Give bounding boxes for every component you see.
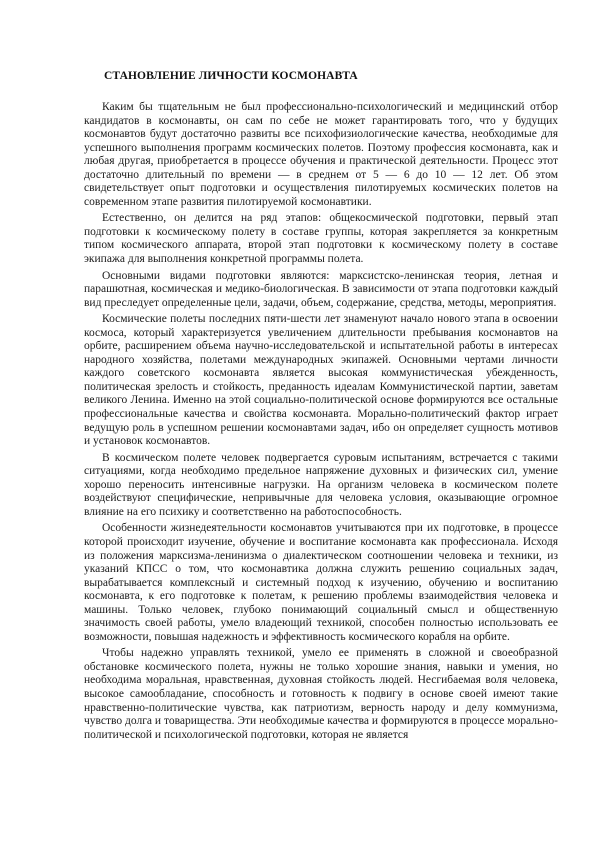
paragraph: Особенности жизнедеятельности космонавтов учитываются при их подготовке, в процессе которой происходит изучение, обучение и воспитание космонавта как профессионала. Исходя из положения марксизма-ленинизма о диалектическом соотношении человека и техники, из указаний КПСС о том, что космонавтика должна служить решению социальных задач, вырабатывается комплексный и системный подход к изучению, обучению и воспитанию космонавта, к его подготовке к полетам, к решению проблемы взаимодействия человека и машины. Только человек, глубоко понимающий социальный смысл и общественную значимость своей работы, умело владеющий техникой, способен полностью использовать ее возможности, повышая надежность и эффективность космического корабля на орбите. [84, 522, 558, 643]
paragraph: Космические полеты последних пяти-шести лет знаменуют начало нового этапа в освоении космоса, который характеризуется увеличением длительности пребывания космонавтов на орбите, расширением объема научно-исследовательской и испытательной работы в интересах народного хозяйства, полетами международных экипажей. Основными чертами личности каждого советского космонавта является высокая коммунистическая убежденность, политическая зрелость и стойкость, преданность идеалам Коммунистической партии, заветам великого Ленина. Именно на этой социально-политической основе формируются все остальные профессиональные качества и свойства космонавта. Морально-политический фактор играет ведущую роль в успешном решении космонавтами задач, ибо он определяет сущность мотивов и установок космонавтов. [84, 313, 558, 448]
paragraph: Каким бы тщательным не был профессионально-психологический и медицинский отбор кандидатов в космонавты, он сам по себе не может гарантировать того, что у будущих космонавтов будут достаточно развиты все психофизиологические качества, необходимые для успешного выполнения программ космических полетов. Поэтому профессия космонавта, как и любая другая, приобретается в процессе обучения и практической деятельности. Процесс этот достаточно длительный по времени — в среднем от 5 — 6 до 10 — 12 лет. Об этом свидетельствует опыт подготовки и осуществления пилотируемых космических полетов на современном этапе развития пилотируемой космонавтики. [84, 101, 558, 208]
document-body [84, 70, 558, 745]
paragraph: Чтобы надежно управлять техникой, умело ее применять в сложной и своеобразной обстановке космического полета, нужны не только хорошие знания, навыки и умения, но необходима моральная, нравственная, духовная стойкость людей. Несгибаемая воля человека, высокое самообладание, способность и готовность к подвигу в основе своей имеют такие нравственно-политические чувства, как патриотизм, верность народу и делу коммунизма, чувство долга и товарищества. Эти необходимые качества и формируются в процессе морально-политической и психологической подготовки, которая не является [84, 647, 558, 741]
paragraph: В космическом полете человек подвергается суровым испытаниям, встречается с такими ситуациями, когда необходимо предельное напряжение духовных и физических сил, умение хорошо переносить интенсивные нагрузки. На организм человека в космическом полете воздействуют специфические, непривычные для человека условия, оказывающие огромное влияние на его психику и соответственно на работоспособность. [84, 451, 558, 518]
paragraph: Естественно, он делится на ряд этапов: общекосмической подготовки, первый этап подготовки к космическому полету в составе группы, которая закрепляется за конкретным типом космического аппарата, второй этап подготовки к космическому полету в составе экипажа для выполнения конкретной программы полета. [84, 212, 558, 266]
paragraph: Основными видами подготовки являются: марксистско-ленинская теория, летная и парашютная, космическая и медико-биологическая. В зависимости от этапа подготовки каждый вид преследует определенные цели, задачи, объем, содержание, средства, методы, мероприятия. [84, 269, 558, 309]
document-title: СТАНОВЛЕНИЕ ЛИЧНОСТИ КОСМОНАВТА [104, 70, 358, 82]
